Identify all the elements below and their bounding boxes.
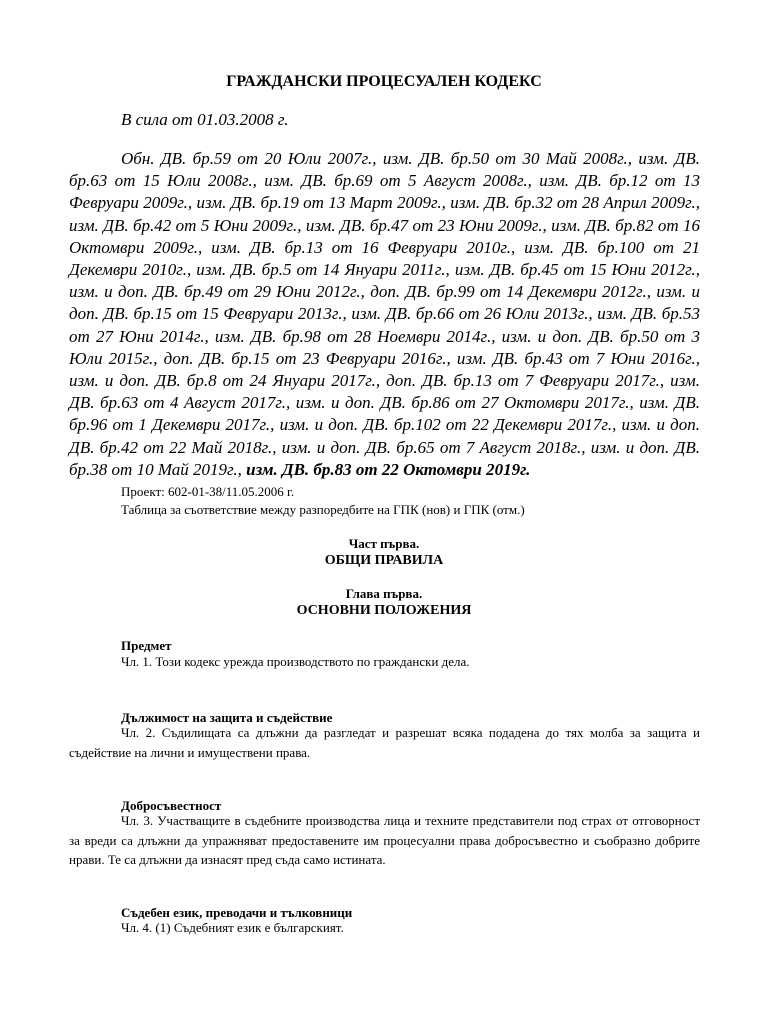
article-text: Чл. 4. (1) Съдебният език е българският.	[121, 920, 344, 935]
publication-history-regular: Обн. ДВ. бр.59 от 20 Юли 2007г., изм. ДВ. бр.50 от 30 Май 2008г., изм. ДВ. бр.63 от 15 Юли 2008г., изм. ДВ. бр.69 от 5 Август 2008г., изм. ДВ. бр.12 от 13 Февруари 2009г., изм. ДВ. бр.19 от 13 Март 2009г., изм. ДВ. бр.32 от 28 Април 2009г., изм. ДВ. бр.42 от 5 Юни 2009г., изм. ДВ. бр.47 от 23 Юни 2009г., изм. ДВ. бр.82 от 16 Октомври 2009г., изм. ДВ. бр.13 от 16 Февруари 2010г., изм. ДВ. бр.100 от 21 Декември 2010г., изм. ДВ. бр.5 от 14 Януари 2011г., изм. ДВ. бр.45 от 15 Юни 2012г., изм. и доп. ДВ. бр.49 от 29 Юни 2012г., доп. ДВ. бр.99 от 14 Декември 2012г., изм. и доп. ДВ. бр.15 от 15 Февруари 2013г., изм. ДВ. бр.66 от 26 Юли 2013г., изм. ДВ. бр.53 от 27 Юни 2014г., изм. ДВ. бр.98 от 28 Ноември 2014г., изм. и доп. ДВ. бр.50 от 3 Юли 2015г., доп. ДВ. бр.15 от 23 Февруари 2016г., изм. ДВ. бр.43 от 7 Юни 2016г., изм. и доп. ДВ. бр.8 от 24 Януари 2017г., доп. ДВ. бр.13 от 7 Февруари 2017г., изм. ДВ. бр.63 от 4 Август 2017г., изм. и доп. ДВ. бр.86 от 27 Октомври 2017г., изм. ДВ. бр.96 от 1 Декември 2017г., изм. и доп. ДВ. бр.102 от 22 Декември 2017г., изм. и доп. ДВ. бр.42 от 22 Май 2018г., изм. и доп. ДВ. бр.65 от 7 Август 2018г., изм. и доп. ДВ. бр.38 от 10 Май 2019г.,	[69, 149, 700, 479]
article-heading: Предмет	[121, 638, 172, 653]
part-label: Част първа.	[348, 536, 420, 551]
chapter-label: Глава първа.	[345, 586, 423, 601]
article-heading: Добросъвестност	[121, 798, 222, 813]
document-title: ГРАЖДАНСКИ ПРОЦЕСУАЛЕН КОДЕКС	[226, 73, 542, 90]
article-text: Чл. 2. Съдилищата са длъжни да разгледат и разрешат всяка подадена до тях молба за защита и съдействие на лични и имуществени права.	[69, 725, 700, 760]
chapter-title: ОСНОВНИ ПОЛОЖЕНИЯ	[296, 603, 472, 618]
article-text: Чл. 1. Този кодекс урежда производството по граждански дела.	[121, 654, 470, 669]
project-line: Проект: 602-01-38/11.05.2006 г.	[121, 484, 295, 499]
correspondence-table-link[interactable]: Таблица за съответствие между разпоредбите на ГПК (нов) и ГПК (отм.)	[121, 502, 525, 517]
publication-history-latest: изм. ДВ. бр.83 от 22 Октомври 2019г.	[246, 459, 531, 479]
article-heading: Съдебен език, преводачи и тълковници	[121, 905, 353, 920]
article-heading: Дължимост на защита и съдействие	[121, 710, 333, 725]
part-title: ОБЩИ ПРАВИЛА	[324, 553, 444, 568]
in-force-date: В сила от 01.03.2008 г.	[121, 110, 289, 129]
publication-history	[69, 148, 700, 481]
article-text: Чл. 3. Участващите в съдебните производства лица и техните представители под страх от отговорност за вреди са длъжни да упражняват предоставените им процесуални права добросъвестно и съобразно добрите нрави. Те са длъжни да изнасят пред съда само истината.	[69, 813, 700, 867]
